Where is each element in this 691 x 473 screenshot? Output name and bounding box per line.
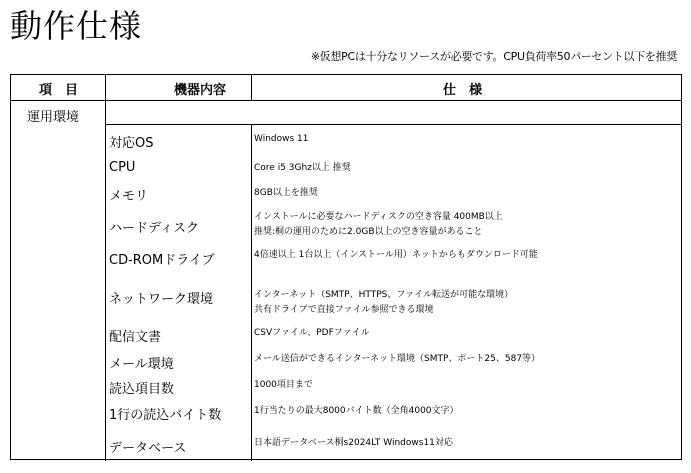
row-spec (254, 210, 503, 240)
row-label: CPU (109, 160, 136, 175)
row-label: 1行の読込バイト数 (109, 408, 222, 423)
row-spec (254, 161, 351, 176)
row-label: データベース (109, 441, 187, 456)
page-title: 動作仕様 (10, 7, 143, 45)
spec-line: 1行当たりの最大8000バイト数（全角4000文字） (254, 406, 459, 416)
row-label: メール環境 (109, 357, 174, 372)
column-divider (251, 75, 252, 101)
spec-line: Windows 11 (254, 134, 309, 144)
spec-line: インターネット（SMTP、HTTPS、ファイル転送が可能な環境） (254, 290, 514, 300)
row-spec (254, 404, 459, 419)
row-label: 配信文書 (109, 330, 162, 345)
spec-line: CSVファイル、PDFファイル (254, 328, 370, 338)
spec-table (10, 74, 682, 460)
header-spec: 仕 様 (443, 83, 483, 98)
table-header (11, 75, 681, 101)
row-spec (254, 352, 540, 367)
header-item: 項 目 (39, 83, 79, 98)
header-content: 機器内容 (174, 83, 227, 98)
spec-line: 4倍速以上 1台以上（インストール用）ネットからもダウンロード可能 (254, 250, 538, 260)
row-spec (254, 132, 309, 147)
spec-line: 1000項目まで (254, 380, 313, 390)
spec-line: 日本語データベース桐s2024LT Windows11対応 (254, 438, 453, 448)
section-divider (105, 124, 681, 125)
row-label: CD-ROMドライブ (109, 253, 215, 268)
row-spec (254, 436, 453, 451)
requirement-note: ※仮想PCは十分なリソースが必要です。CPU負荷率50パーセント以下を推奨 (310, 50, 677, 63)
row-label: 読込項目数 (109, 382, 175, 397)
spec-line: 共有ドライブで直接ファイル参照できる環境 (254, 305, 434, 315)
row-spec (254, 378, 313, 393)
spec-line: 8GB以上を推奨 (254, 188, 318, 198)
row-spec (254, 186, 318, 201)
row-spec (254, 326, 370, 341)
row-label: ハードディスク (109, 221, 199, 236)
row-label: 対応OS (109, 136, 154, 151)
spec-line: 推奨:桐の運用のために2.0GB以上の空き容量があること (254, 227, 483, 237)
row-spec (254, 288, 513, 318)
column-divider (105, 75, 106, 461)
section-label: 運用環境 (27, 110, 80, 125)
spec-line: メール送信ができるインターネット環境（SMTP、ポート25、587等） (254, 354, 541, 364)
row-label: メモリ (109, 189, 149, 204)
row-label: ネットワーク環境 (109, 292, 214, 307)
spec-line: Core i5 3Ghz以上 推奨 (254, 163, 351, 173)
spec-line: インストールに必要なハードディスクの空き容量 400MB以上 (254, 212, 503, 222)
column-divider (251, 124, 252, 461)
row-spec (254, 248, 538, 263)
